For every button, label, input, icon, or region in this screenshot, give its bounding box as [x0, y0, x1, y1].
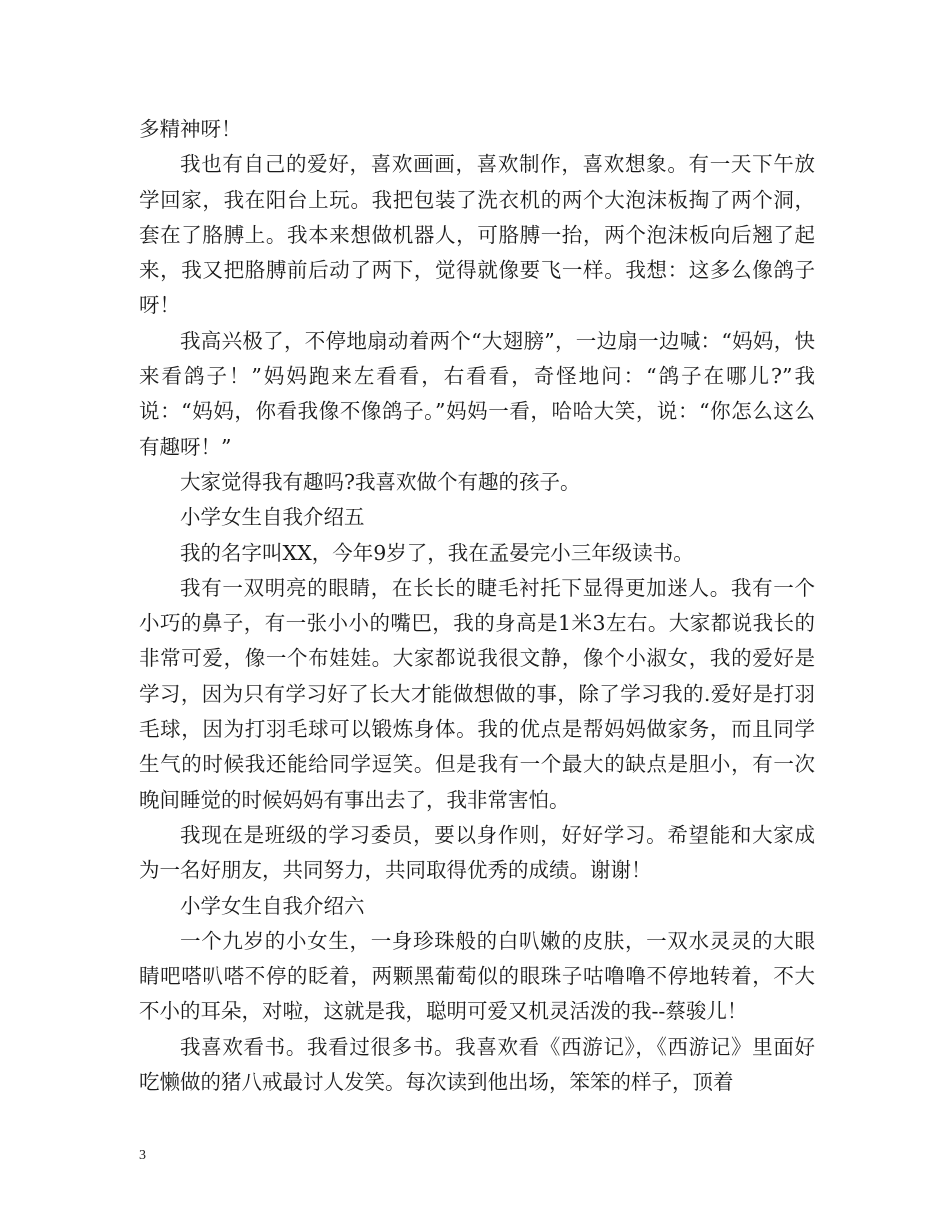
paragraph: 大家觉得我有趣吗?我喜欢做个有趣的孩子。: [180, 469, 581, 494]
page-number: 3: [139, 1148, 146, 1163]
paragraph: 一个九岁的小女生，一身珍珠般的白叭嫩的皮肤，一双水灵灵的大眼睛吧嗒叭嗒不停的眨着，两颗黑葡萄似的眼珠子咕噜噜不停地转着，不大不小的耳朵，对啦，这就是我，聪明可爱又机灵活泼的我--蔡骏儿！: [139, 928, 815, 1024]
paragraph: 我现在是班级的学习委员，要以身作则，好好学习。希望能和大家成为一名好朋友，共同努力，共同取得优秀的成绩。谢谢！: [139, 822, 815, 883]
section-heading: 小学女生自我介绍六: [180, 893, 365, 918]
section-heading: 小学女生自我介绍五: [180, 505, 365, 530]
paragraph: 我有一双明亮的眼睛，在长长的睫毛衬托下显得更加迷人。我有一个小巧的鼻子，有一张小小的嘴巴，我的身高是1米3左右。大家都说我长的非常可爱，像一个布娃娃。大家都说我很文静，像个小淑女，我的爱好是学习，因为只有学习好了长大才能做想做的事，除了学习我的.爱好是打羽毛球，因为打羽毛球可以锻炼身体。我的优点是帮妈妈做家务，而且同学生气的时候我还能给同学逗笑。但是我有一个最大的缺点是胆小，有一次晚间睡觉的时候妈妈有事出去了，我非常害怕。: [139, 575, 815, 812]
paragraph: 我喜欢看书。我看过很多书。我喜欢看《西游记》，《西游记》里面好吃懒做的猪八戒最讨人发笑。每次读到他出场，笨笨的样子，顶着: [139, 1034, 815, 1095]
paragraph: 我高兴极了，不停地扇动着两个“大翅膀”，一边扇一边喊：“妈妈，快来看鸽子！”妈妈跑来左看看，右看看，奇怪地问：“鸽子在哪儿?”我说：“妈妈，你看我像不像鸽子。”妈妈一看，哈哈大笑，说：“你怎么这么有趣呀！”: [139, 328, 815, 459]
paragraph: 我的名字叫XX，今年9岁了，我在孟晏完小三年级读书。: [180, 540, 694, 565]
document-body: [139, 112, 815, 1100]
paragraph: 我也有自己的爱好，喜欢画画，喜欢制作，喜欢想象。有一天下午放学回家，我在阳台上玩。我把包装了洗衣机的两个大泡沫板掏了两个洞，套在了胳膊上。我本来想做机器人，可胳膊一抬，两个泡沫板向后翘了起来，我又把胳膊前后动了两下，觉得就像要飞一样。我想：这多么像鸽子呀！: [139, 152, 815, 318]
paragraph: 多精神呀！: [139, 117, 242, 141]
